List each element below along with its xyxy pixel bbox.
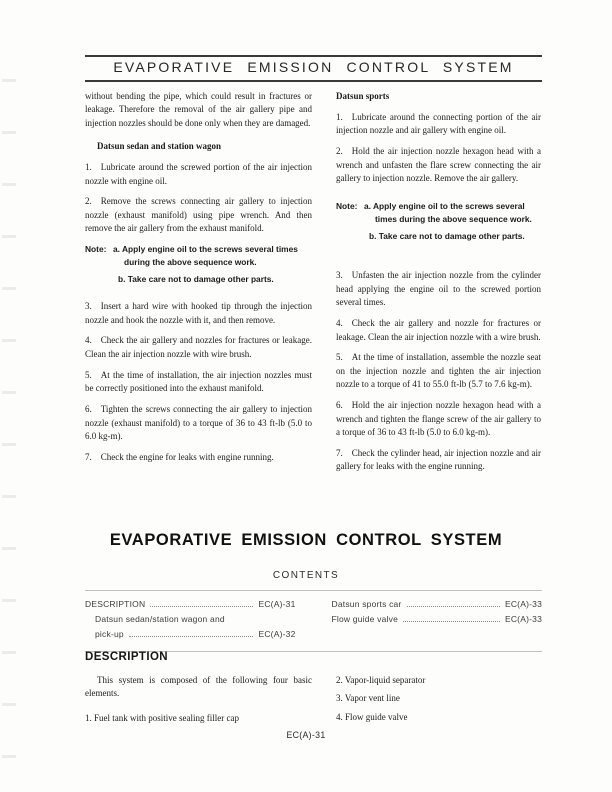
- toc-label: Flow guide valve: [331, 614, 399, 624]
- toc-label: DESCRIPTION: [85, 599, 146, 609]
- description-heading: DESCRIPTION: [85, 651, 168, 663]
- step-paragraph: 7. Check the cylinder head, air injection nozzle and air gallery for leaks with the engine running.: [336, 447, 541, 472]
- toc-entry: [85, 612, 296, 627]
- step-paragraph: 3. Insert a hard wire with hooked tip through the injection nozzle and hook the nozzle with it, and then remove.: [85, 301, 312, 325]
- toc-page: EC(A)-33: [504, 599, 542, 609]
- right-column: [336, 90, 541, 481]
- running-header-title: EVAPORATIVE EMISSION CONTROL SYSTEM: [113, 59, 514, 75]
- leader-dots: [403, 621, 500, 622]
- toc-entry: [85, 627, 296, 642]
- toc-label: Datsun sports car: [331, 599, 402, 609]
- toc-page: EC(A)-32: [258, 629, 296, 639]
- step-paragraph: 1. Lubricate around the connecting portion of the air injection nozzle and air gallery with engine oil.: [336, 111, 541, 136]
- toc-entry: [332, 612, 543, 627]
- note-label: Note:: [336, 201, 358, 212]
- scan-artifact-strip: [2, 30, 16, 770]
- left-column: [85, 90, 312, 481]
- step-paragraph: 6. Tighten the screws connecting the air gallery to injection nozzle (exhaust manifold) to a torque of 36 to 43 ft-lb (5.0 to 6.0 kg-m).: [85, 404, 312, 441]
- description-left-column: [85, 674, 312, 729]
- leader-dots: [150, 606, 253, 607]
- description-item: 2. Vapor-liquid separator: [336, 675, 426, 685]
- step-paragraph: 7. Check the engine for leaks with engine running.: [85, 451, 274, 462]
- toc-right-column: [332, 597, 543, 642]
- note-item-b: b. Take care not to damage other parts.: [369, 231, 525, 242]
- description-item: 3. Vapor vent line: [336, 693, 400, 704]
- step-paragraph: 2. Hold the air injection nozzle hexagon head with a wrench and unfasten the flare screw connecting the air gallery to injection nozzle. Remove the air gallery.: [336, 146, 541, 184]
- step-paragraph: 4. Check the air gallery and nozzle for fractures or leakage. Clean the air injection nozzle with a wire brush.: [336, 318, 541, 342]
- step-paragraph: 1. Lubricate around the screwed portion of the air injection nozzle with engine oil.: [85, 162, 312, 186]
- footer-page-number: EC(A)-31: [286, 730, 326, 740]
- description-columns: [85, 674, 541, 729]
- note-items: [113, 243, 312, 290]
- step-paragraph: 5. At the time of installation, assemble the nozzle seat on the injection nozzle and tighten the air injection nozzle to a torque of 41 to 55.0 ft-lb (5.7 to 7.6 kg-m).: [336, 352, 541, 390]
- table-of-contents: [85, 590, 542, 652]
- section-title: EVAPORATIVE EMISSION CONTROL SYSTEM: [109, 531, 503, 549]
- note-item-a: a. Apply engine oil to the screws several times during the above sequence work.: [364, 201, 532, 225]
- intro-paragraph: without bending the pipe, which could result in fractures or leakage. Therefore the removal of the air gallery pipe and injection nozzles should be done only when they are damaged.: [85, 91, 312, 128]
- toc-label: pick-up: [95, 629, 124, 639]
- step-paragraph: 6. Hold the air injection nozzle hexagon head with a wrench and tighten the flange screw of the air gallery to a torque of 36 to 43 ft-lb (5.0 to 6.0 kg-m).: [336, 400, 541, 437]
- page-header: [85, 55, 542, 82]
- description-intro: This system is composed of the following four basic elements.: [85, 675, 312, 699]
- step-paragraph: 3. Unfasten the air injection nozzle from the cylinder head applying the engine oil to the screwed portion several times.: [336, 270, 541, 308]
- contents-heading: CONTENTS: [272, 570, 340, 581]
- note-block: [85, 243, 312, 290]
- subheading-sports: Datsun sports: [336, 91, 390, 101]
- toc-page: EC(A)-33: [504, 614, 542, 624]
- description-item: 1. Fuel tank with positive sealing filler cap: [85, 712, 239, 723]
- note-item-a: a. Apply engine oil to the screws several times during the above sequence work.: [113, 244, 298, 268]
- note-block: [336, 200, 541, 247]
- subheading-sedan-wagon: Datsun sedan and station wagon: [97, 141, 222, 152]
- toc-left-column: [85, 597, 296, 642]
- description-item: 4. Flow guide valve: [336, 711, 408, 722]
- leader-dots: [129, 636, 254, 637]
- step-paragraph: 5. At the time of installation, the air injection nozzles must be correctly positioned into the exhaust manifold.: [85, 369, 312, 394]
- note-items: [364, 200, 541, 247]
- toc-label: Datsun sedan/station wagon and: [95, 614, 225, 624]
- step-paragraph: 4. Check the air gallery and nozzles for fractures or leakage. Clean the air injection nozzle with wire brush.: [85, 335, 312, 359]
- leader-dots: [407, 606, 500, 607]
- note-item-b: b. Take care not to damage other parts.: [118, 274, 274, 285]
- procedure-columns: [85, 90, 541, 481]
- note-label: Note:: [85, 244, 107, 255]
- toc-entry: [332, 597, 543, 612]
- description-right-column: [336, 674, 541, 729]
- step-paragraph: 2. Remove the screws connecting air gallery to injection nozzle (exhaust manifold) using pipe wrench. And then remove the air gallery from the exhaust manifold.: [85, 196, 312, 234]
- toc-page: EC(A)-31: [258, 599, 296, 609]
- toc-entry: [85, 597, 296, 612]
